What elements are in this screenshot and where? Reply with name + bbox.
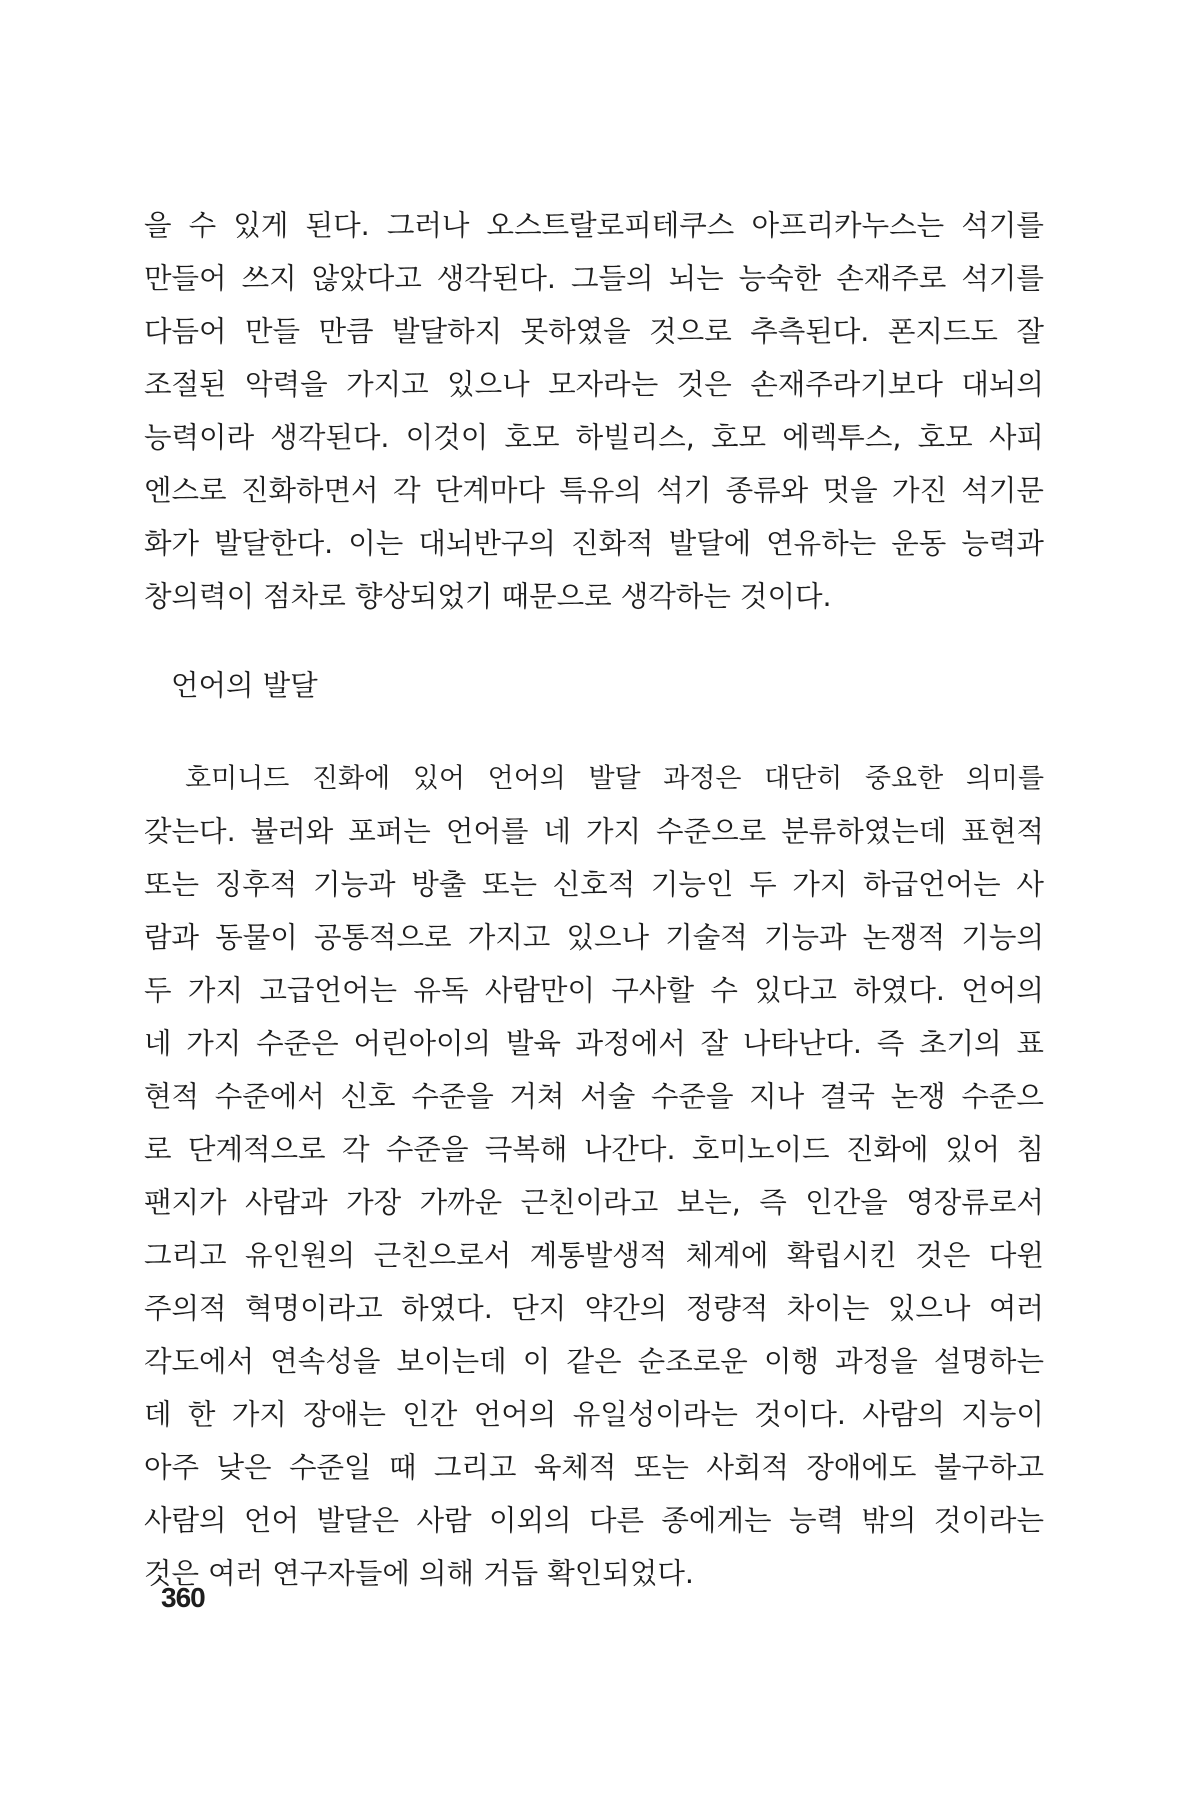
paragraph-line: 또는 징후적 기능과 방출 또는 신호적 기능인 두 가지 하급언어는 사 bbox=[144, 868, 1044, 901]
paragraph-line: 네 가지 수준은 어린아이의 발육 과정에서 잘 나타난다. 즉 초기의 표 bbox=[144, 1027, 1044, 1060]
paragraph-line: 것은 여러 연구자들에 의해 거듭 확인되었다. bbox=[144, 1557, 694, 1590]
paragraph-line: 능력이라 생각된다. 이것이 호모 하빌리스, 호모 에렉투스, 호모 사피 bbox=[144, 421, 1044, 454]
paragraph-line: 화가 발달한다. 이는 대뇌반구의 진화적 발달에 연유하는 운동 능력과 bbox=[144, 527, 1044, 560]
paragraph-line: 각도에서 연속성을 보이는데 이 같은 순조로운 이행 과정을 설명하는 bbox=[144, 1345, 1044, 1378]
paragraph-line: 주의적 혁명이라고 하였다. 단지 약간의 정량적 차이는 있으나 여러 bbox=[144, 1292, 1044, 1325]
page-number: 360 bbox=[161, 1582, 205, 1613]
paragraph-line: 데 한 가지 장애는 인간 언어의 유일성이라는 것이다. 사람의 지능이 bbox=[144, 1398, 1044, 1431]
paragraph-line: 조절된 악력을 가지고 있으나 모자라는 것은 손재주라기보다 대뇌의 bbox=[144, 368, 1044, 401]
body-paragraph-1 bbox=[144, 199, 1044, 623]
section-heading: 언어의 발달 bbox=[171, 669, 318, 702]
paragraph-line: 람과 동물이 공통적으로 가지고 있으나 기술적 기능과 논쟁적 기능의 bbox=[144, 921, 1044, 954]
paragraph-line: 사람의 언어 발달은 사람 이외의 다른 종에게는 능력 밖의 것이라는 bbox=[144, 1504, 1044, 1537]
paragraph-line: 만들어 쓰지 않았다고 생각된다. 그들의 뇌는 능숙한 손재주로 석기를 bbox=[144, 262, 1044, 295]
paragraph-line: 을 수 있게 된다. 그러나 오스트랄로피테쿠스 아프리카누스는 석기를 bbox=[144, 209, 1044, 242]
paragraph-line: 갖는다. 뷸러와 포퍼는 언어를 네 가지 수준으로 분류하였는데 표현적 bbox=[144, 815, 1044, 848]
paragraph-line: 다듬어 만들 만큼 발달하지 못하였을 것으로 추측된다. 폰지드도 잘 bbox=[144, 315, 1044, 348]
paragraph-line: 아주 낮은 수준일 때 그리고 육체적 또는 사회적 장애에도 불구하고 bbox=[144, 1451, 1044, 1484]
paragraph-line: 두 가지 고급언어는 유독 사람만이 구사할 수 있다고 하였다. 언어의 bbox=[144, 974, 1044, 1007]
paragraph-line: 호미니드 진화에 있어 언어의 발달 과정은 대단히 중요한 의미를 bbox=[144, 763, 1044, 794]
body-paragraph-2 bbox=[144, 752, 1044, 1600]
paragraph-line: 팬지가 사람과 가장 가까운 근친이라고 보는, 즉 인간을 영장류로서 bbox=[144, 1186, 1044, 1219]
paragraph-line: 현적 수준에서 신호 수준을 거쳐 서술 수준을 지나 결국 논쟁 수준으 bbox=[144, 1080, 1044, 1113]
paragraph-line: 엔스로 진화하면서 각 단계마다 특유의 석기 종류와 멋을 가진 석기문 bbox=[144, 474, 1044, 507]
paragraph-line: 창의력이 점차로 향상되었기 때문으로 생각하는 것이다. bbox=[144, 580, 832, 613]
paragraph-line: 그리고 유인원의 근친으로서 계통발생적 체계에 확립시킨 것은 다윈 bbox=[144, 1239, 1044, 1272]
paragraph-line: 로 단계적으로 각 수준을 극복해 나간다. 호미노이드 진화에 있어 침 bbox=[144, 1133, 1044, 1166]
